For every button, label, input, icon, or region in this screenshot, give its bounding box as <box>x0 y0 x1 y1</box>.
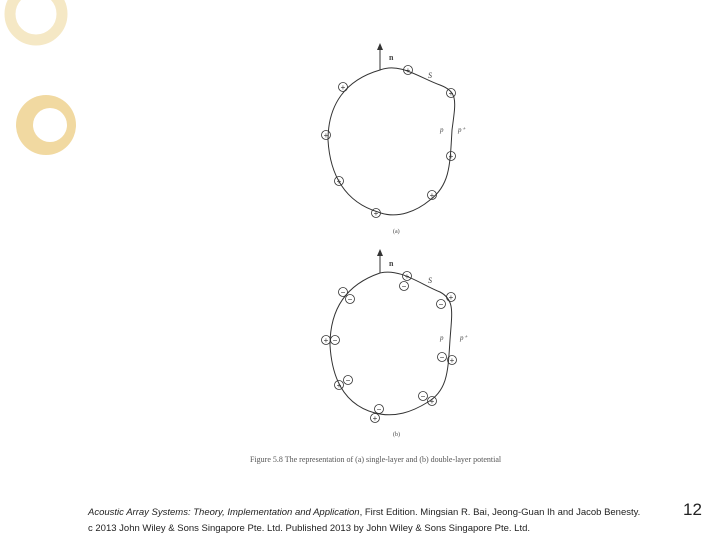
credit-line-1 <box>88 505 678 521</box>
charge-plus <box>335 177 344 186</box>
charge-plus <box>371 414 380 423</box>
charge-minus <box>419 392 428 401</box>
page-number: 12 <box>683 500 702 519</box>
figure-caption: Figure 5.8 The representation of (a) single-layer and (b) double-layer potential <box>250 455 502 464</box>
charge-minus <box>346 295 355 304</box>
pressure-outer-label-a: p⁺ <box>458 126 466 134</box>
charge-minus <box>331 336 340 345</box>
charge-plus <box>404 66 413 75</box>
surface-label-a: S <box>428 71 432 80</box>
arrowhead-a <box>377 43 383 50</box>
charge-plus <box>428 397 437 406</box>
charge-plus <box>447 293 456 302</box>
sublabel-a: (a) <box>393 229 400 235</box>
svg-text:+: + <box>336 380 342 390</box>
book-title: Acoustic Array Systems: Theory, Implementation and Application <box>88 507 360 518</box>
svg-text:−: − <box>376 404 382 414</box>
sublabel-b: (b) <box>393 432 400 438</box>
svg-text:+: + <box>373 208 379 218</box>
charges-b <box>322 272 457 423</box>
svg-text:−: − <box>401 281 407 291</box>
pressure-inner-label-b: p <box>440 334 444 342</box>
charge-minus <box>400 282 409 291</box>
book-credit <box>88 505 678 537</box>
svg-text:+: + <box>404 271 410 281</box>
svg-text:+: + <box>448 151 454 161</box>
charge-minus <box>437 300 446 309</box>
charge-plus <box>339 83 348 92</box>
svg-text:+: + <box>405 65 411 75</box>
surface-label-b: S <box>428 276 432 285</box>
credit-authors: , First Edition. Mingsian R. Bai, Jeong-Guan Ih and Jacob Benesty. <box>359 507 641 518</box>
svg-text:−: − <box>439 352 445 362</box>
arrowhead-b <box>377 249 383 256</box>
charge-plus <box>322 336 331 345</box>
svg-text:+: + <box>449 355 455 365</box>
pressure-inner-label-a: p <box>440 126 444 134</box>
svg-text:−: − <box>347 294 353 304</box>
surface-curve-b <box>330 272 452 415</box>
svg-text:+: + <box>448 88 454 98</box>
charge-minus <box>438 353 447 362</box>
svg-text:+: + <box>448 292 454 302</box>
charge-plus <box>335 381 344 390</box>
charge-plus <box>447 89 456 98</box>
svg-text:+: + <box>340 82 346 92</box>
single-layer-figure <box>322 43 467 235</box>
pressure-outer-label-b: p⁺ <box>460 334 468 342</box>
charge-minus <box>339 288 348 297</box>
charge-minus <box>375 405 384 414</box>
normal-label-a: n <box>389 53 394 62</box>
svg-text:−: − <box>345 375 351 385</box>
double-layer-figure <box>322 249 469 438</box>
svg-text:+: + <box>429 190 435 200</box>
charge-plus <box>403 272 412 281</box>
svg-text:+: + <box>372 413 378 423</box>
svg-text:−: − <box>340 287 346 297</box>
charge-plus <box>322 131 331 140</box>
charge-minus <box>344 376 353 385</box>
charge-plus <box>448 356 457 365</box>
charge-plus <box>372 209 381 218</box>
svg-text:+: + <box>429 396 435 406</box>
svg-text:+: + <box>336 176 342 186</box>
svg-text:−: − <box>420 391 426 401</box>
svg-text:−: − <box>438 299 444 309</box>
credit-line-2: c 2013 John Wiley & Sons Singapore Pte. Ltd. Published 2013 by John Wiley & Sons Singapore Pte. Ltd. <box>88 523 531 534</box>
svg-text:+: + <box>323 335 329 345</box>
svg-text:−: − <box>332 335 338 345</box>
normal-label-b: n <box>389 259 394 268</box>
charge-plus <box>447 152 456 161</box>
svg-text:+: + <box>323 130 329 140</box>
